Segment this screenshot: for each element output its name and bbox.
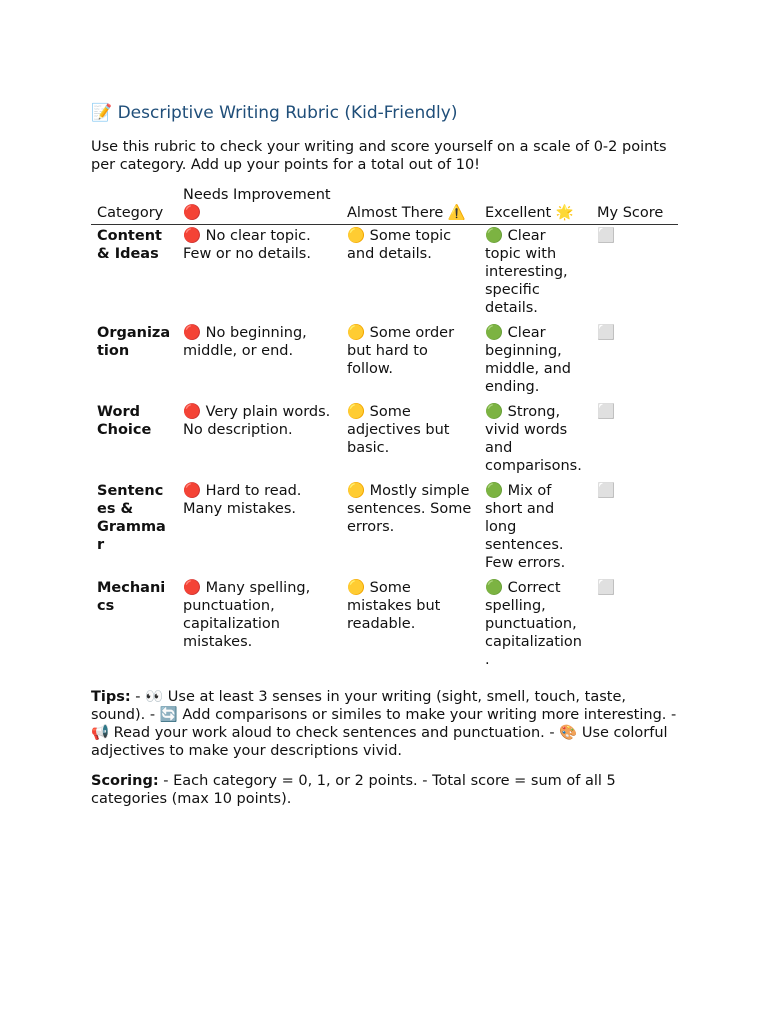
row-category: Mechanics (97, 580, 166, 614)
score-checkbox[interactable]: ⬜ (597, 580, 616, 596)
table-row (91, 577, 678, 674)
row-needs-improvement: 🔴 Very plain words. No description. (183, 404, 331, 438)
table-row (91, 225, 678, 323)
row-category: Content & Ideas (97, 228, 162, 262)
header-my-score: My Score (591, 186, 678, 225)
tips-label: Tips: (91, 689, 131, 705)
header-needs-improvement: Needs Improvement 🔴 (177, 186, 341, 225)
tips-text: - 👀 Use at least 3 senses in your writing (sight, smell, touch, taste, sound). - 🔄 Add comparisons or similes to make your writing more interesting. - 📢 Read your work aloud to check sentences and punctuation. - 🎨 Use colorful adjectives to make your descriptions vivid. (91, 689, 677, 759)
scoring-text: - Each category = 0, 1, or 2 points. - Total score = sum of all 5 categories (max 10 points). (91, 773, 616, 807)
table-row (91, 322, 678, 401)
row-category: Word Choice (97, 404, 152, 438)
table-header-row (91, 186, 678, 225)
page-title: 📝 Descriptive Writing Rubric (Kid-Friendly) (91, 103, 458, 123)
table-row (91, 480, 678, 577)
scoring-paragraph (91, 772, 681, 808)
score-checkbox[interactable]: ⬜ (597, 325, 616, 341)
row-needs-improvement: 🔴 Hard to read. Many mistakes. (183, 483, 302, 517)
header-almost-there: Almost There ⚠️ (341, 186, 479, 225)
row-almost-there: 🟡 Some mistakes but readable. (347, 580, 441, 632)
header-category: Category (91, 186, 177, 225)
row-almost-there: 🟡 Some adjectives but basic. (347, 404, 450, 456)
row-needs-improvement: 🔴 Many spelling, punctuation, capitalization mistakes. (183, 580, 311, 650)
intro-paragraph: Use this rubric to check your writing and score yourself on a scale of 0-2 points per category. Add up your points for a total out of 10! (91, 139, 667, 173)
score-checkbox[interactable]: ⬜ (597, 404, 616, 420)
row-excellent: 🟢 Strong, vivid words and comparisons. (485, 404, 582, 474)
row-category: Organization (97, 325, 171, 359)
table-row (91, 401, 678, 480)
row-almost-there: 🟡 Mostly simple sentences. Some errors. (347, 483, 472, 535)
row-needs-improvement: 🔴 No clear topic. Few or no details. (183, 228, 311, 262)
tips-paragraph (91, 688, 681, 760)
row-excellent: 🟢 Clear beginning, middle, and ending. (485, 325, 572, 395)
row-category: Sentences & Grammar (97, 483, 166, 553)
row-almost-there: 🟡 Some topic and details. (347, 228, 452, 262)
row-excellent: 🟢 Mix of short and long sentences. Few errors. (485, 483, 566, 571)
row-excellent: 🟢 Correct spelling, punctuation, capitalization. (485, 580, 582, 668)
header-excellent: Excellent 🌟 (479, 186, 591, 225)
score-checkbox[interactable]: ⬜ (597, 483, 616, 499)
scoring-label: Scoring: (91, 773, 159, 789)
score-checkbox[interactable]: ⬜ (597, 228, 616, 244)
row-needs-improvement: 🔴 No beginning, middle, or end. (183, 325, 307, 359)
row-almost-there: 🟡 Some order but hard to follow. (347, 325, 455, 377)
rubric-table (91, 186, 678, 674)
rubric-document (91, 100, 681, 820)
row-excellent: 🟢 Clear topic with interesting, specific details. (485, 228, 568, 316)
